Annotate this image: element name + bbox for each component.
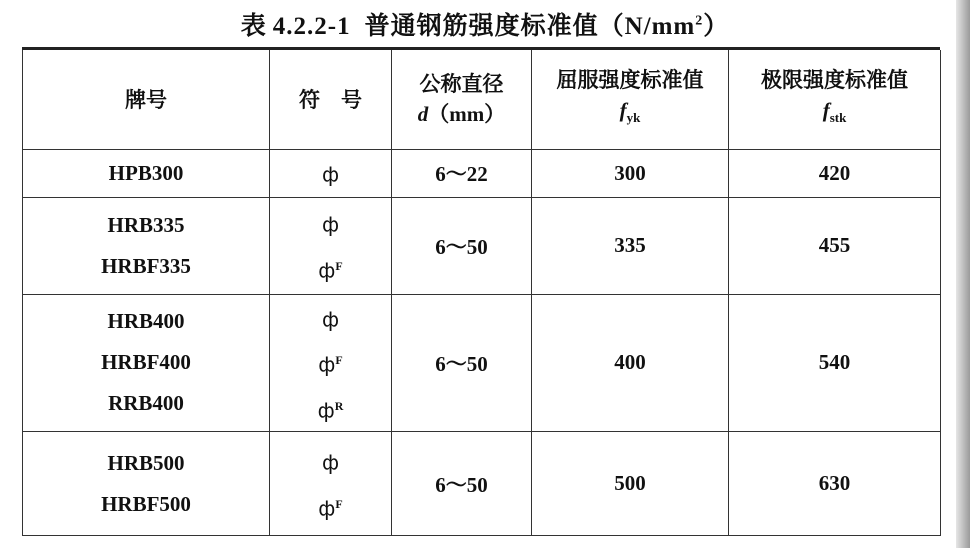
table-title-unit bbox=[599, 13, 730, 40]
rebar-symbol-icon: $ф^F$ bbox=[318, 352, 343, 377]
yield-cell: 400 bbox=[532, 294, 729, 432]
table-row bbox=[23, 149, 941, 197]
symbol-cell bbox=[270, 149, 392, 197]
unit-open: （N/mm bbox=[598, 13, 696, 40]
header-grade: 牌号 bbox=[23, 50, 270, 149]
rebar-symbol-icon: $ф^F$ bbox=[318, 258, 343, 283]
grade-cell: HPB300 bbox=[23, 149, 270, 197]
table-title-label: 表 bbox=[240, 11, 267, 40]
header-ultimate-label: 极限强度标准值 bbox=[761, 68, 908, 93]
symbol-cell bbox=[270, 294, 392, 432]
ultimate-cell: 455 bbox=[729, 197, 941, 294]
yield-cell: 500 bbox=[532, 432, 729, 536]
header-diameter bbox=[392, 50, 532, 149]
table-title-number: 4.2.2-1 bbox=[272, 13, 351, 40]
rebar-strength-table bbox=[22, 50, 941, 536]
header-symbol: 符 号 bbox=[270, 50, 392, 149]
symbol-cell bbox=[270, 432, 392, 536]
yield-cell: 335 bbox=[532, 197, 729, 294]
unit-close: ） bbox=[703, 13, 730, 40]
table-title-text: 普通钢筋强度标准值 bbox=[364, 11, 599, 40]
rebar-symbol-icon: ф bbox=[321, 450, 340, 475]
grade-cell: HRB335 HRBF335 bbox=[23, 197, 270, 294]
diameter-cell: 6～50 bbox=[392, 197, 532, 294]
rebar-symbol-icon: $ф^F$ bbox=[318, 496, 343, 521]
symbol-cell bbox=[270, 197, 392, 294]
rebar-symbol-icon: $ф^R$ bbox=[317, 398, 344, 423]
grade-cell: HRB500 HRBF500 bbox=[23, 432, 270, 536]
window-edge bbox=[956, 0, 970, 548]
header-diameter-unit: d（mm） bbox=[417, 102, 506, 127]
header-diameter-label: 公称直径 bbox=[419, 72, 504, 97]
table-title bbox=[0, 6, 970, 42]
yield-cell: 300 bbox=[532, 149, 729, 197]
header-yield-symbol: $f_{yk}$ bbox=[619, 98, 641, 126]
table-row bbox=[23, 197, 941, 294]
diameter-cell: 6～22 bbox=[392, 149, 532, 197]
ultimate-cell: 630 bbox=[729, 432, 941, 536]
unit-sup: 2 bbox=[695, 13, 704, 29]
table-row bbox=[23, 294, 941, 432]
header-ultimate-symbol: $f_{stk}$ bbox=[822, 98, 847, 126]
grade-cell: HRB400 HRBF400 RRB400 bbox=[23, 294, 270, 432]
rebar-symbol-icon: ф bbox=[321, 162, 340, 187]
rebar-symbol-icon: ф bbox=[321, 307, 340, 332]
ultimate-cell: 540 bbox=[729, 294, 941, 432]
diameter-cell: 6～50 bbox=[392, 294, 532, 432]
header-yield bbox=[532, 50, 729, 149]
header-row bbox=[23, 50, 941, 149]
table-row bbox=[23, 432, 941, 536]
diameter-cell: 6～50 bbox=[392, 432, 532, 536]
header-yield-label: 屈服强度标准值 bbox=[556, 68, 704, 93]
ultimate-cell: 420 bbox=[729, 149, 941, 197]
rebar-symbol-icon: ф bbox=[321, 212, 340, 237]
header-ultimate bbox=[729, 50, 941, 149]
